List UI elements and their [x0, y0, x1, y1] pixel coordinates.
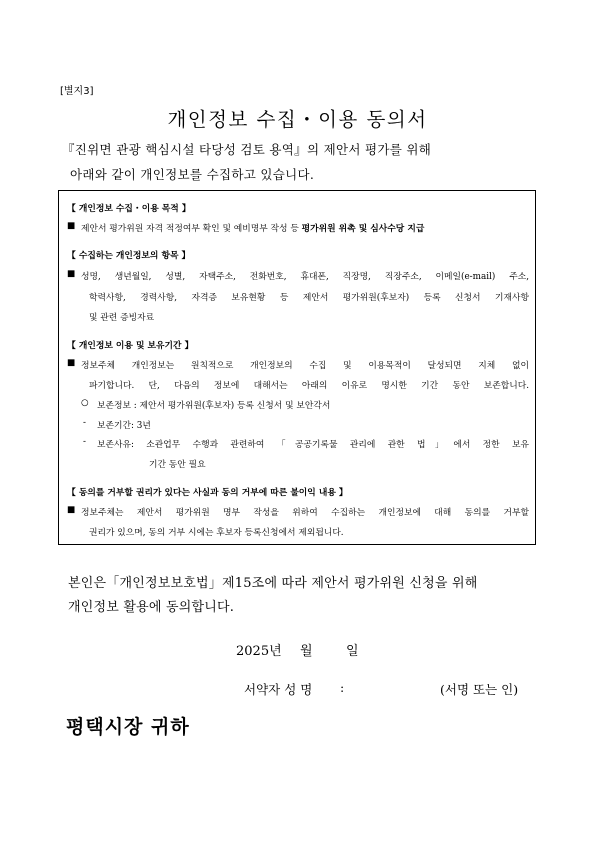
dash-bullet: - [83, 437, 86, 447]
bullet-square: ■ [67, 358, 76, 368]
dash-bullet: - [83, 418, 86, 428]
document-title: 개인정보 수집・이용 동의서 [167, 108, 428, 131]
purpose-emphasis-text: 평가위원 위촉 및 심사수당 지급 [301, 224, 425, 234]
consent-line-2: 개인정보 활용에 동의합니다. [68, 600, 235, 615]
intro-line-1: 『진위면 관광 핵심시설 타당성 검토 용역』의 제안서 평가를 위해 [62, 142, 432, 157]
signer-name-label: 서약자 성 명 [244, 682, 313, 697]
bullet-square: ■ [67, 221, 76, 231]
purpose-text [81, 221, 424, 234]
bullet-square: ■ [67, 269, 76, 279]
retention-kept-period: 보존기간: 3년 [97, 421, 151, 431]
items-line-1: 성명, 생년월일, 성별, 자택주소, 전화번호, 휴대폰, 직장명, 직장주소, 이메일(e-mail) 주소, [81, 272, 529, 282]
notice-box [58, 190, 536, 545]
retention-line-2: 파기합니다. 단, 다음의 정보에 대해서는 아래의 이유로 명시한 기간 동안 보존합니다. [89, 381, 529, 391]
circle-bullet: ○ [81, 398, 89, 408]
signature-note: (서명 또는 인) [440, 682, 519, 697]
retention-line-1: 정보주체 개인정보는 원칙적으로 개인정보의 수집 및 이용목적이 달성되면 지체 없이 [81, 361, 529, 371]
items-line-2: 학력사항, 경력사항, 자격증 보유현황 등 제안서 평가위원(후보자) 등록 신청서 기재사항 [89, 293, 529, 303]
retention-kept-reason-line-1: 보존사유: 소관업무 수행과 관련하여 「공공기록물 관리에 관한 법」에서 정한 보유 [97, 440, 529, 450]
section-heading-items: 【 수집하는 개인정보의 항목 】 [67, 251, 191, 261]
consent-line-1: 본인은「개인정보보호법」제15조에 따라 제안서 평가위원 신청을 위해 [68, 576, 478, 591]
section-heading-refusal: 【 동의를 거부할 권리가 있다는 사실과 동의 거부에 따른 불이익 내용 】 [67, 488, 348, 498]
refusal-line-1: 정보주체는 제안서 평가위원 명부 작성을 위하여 수집하는 개인정보에 대해 동의를 거부할 [81, 508, 529, 518]
section-heading-retention: 【 개인정보 이용 및 보유기간 】 [67, 341, 194, 351]
recipient: 평택시장 귀하 [66, 716, 190, 738]
intro-line-2: 아래와 같이 개인정보를 수집하고 있습니다. [70, 167, 315, 182]
date-day: 일 [346, 644, 359, 659]
retention-kept-reason-line-2: 기간 동안 필요 [149, 460, 206, 470]
retention-kept-info: 보존정보 : 제안서 평가위원(후보자) 등록 신청서 및 보안각서 [97, 401, 331, 411]
section-heading-purpose: 【 개인정보 수집・이용 목적 】 [67, 204, 191, 214]
date-year: 2025년 [236, 644, 282, 659]
date-month: 월 [300, 644, 313, 659]
purpose-plain-text: 제안서 평가위원 자격 적정여부 확인 및 예비명부 작성 등 [81, 224, 302, 234]
signer-name-colon: : [340, 680, 345, 695]
refusal-line-2: 권리가 있으며, 동의 거부 시에는 후보자 등록신청에서 제외됩니다. [89, 528, 344, 538]
bullet-square: ■ [67, 505, 76, 515]
items-line-3: 및 관련 증빙자료 [89, 313, 155, 323]
annex-label: [별지3] [60, 86, 94, 97]
